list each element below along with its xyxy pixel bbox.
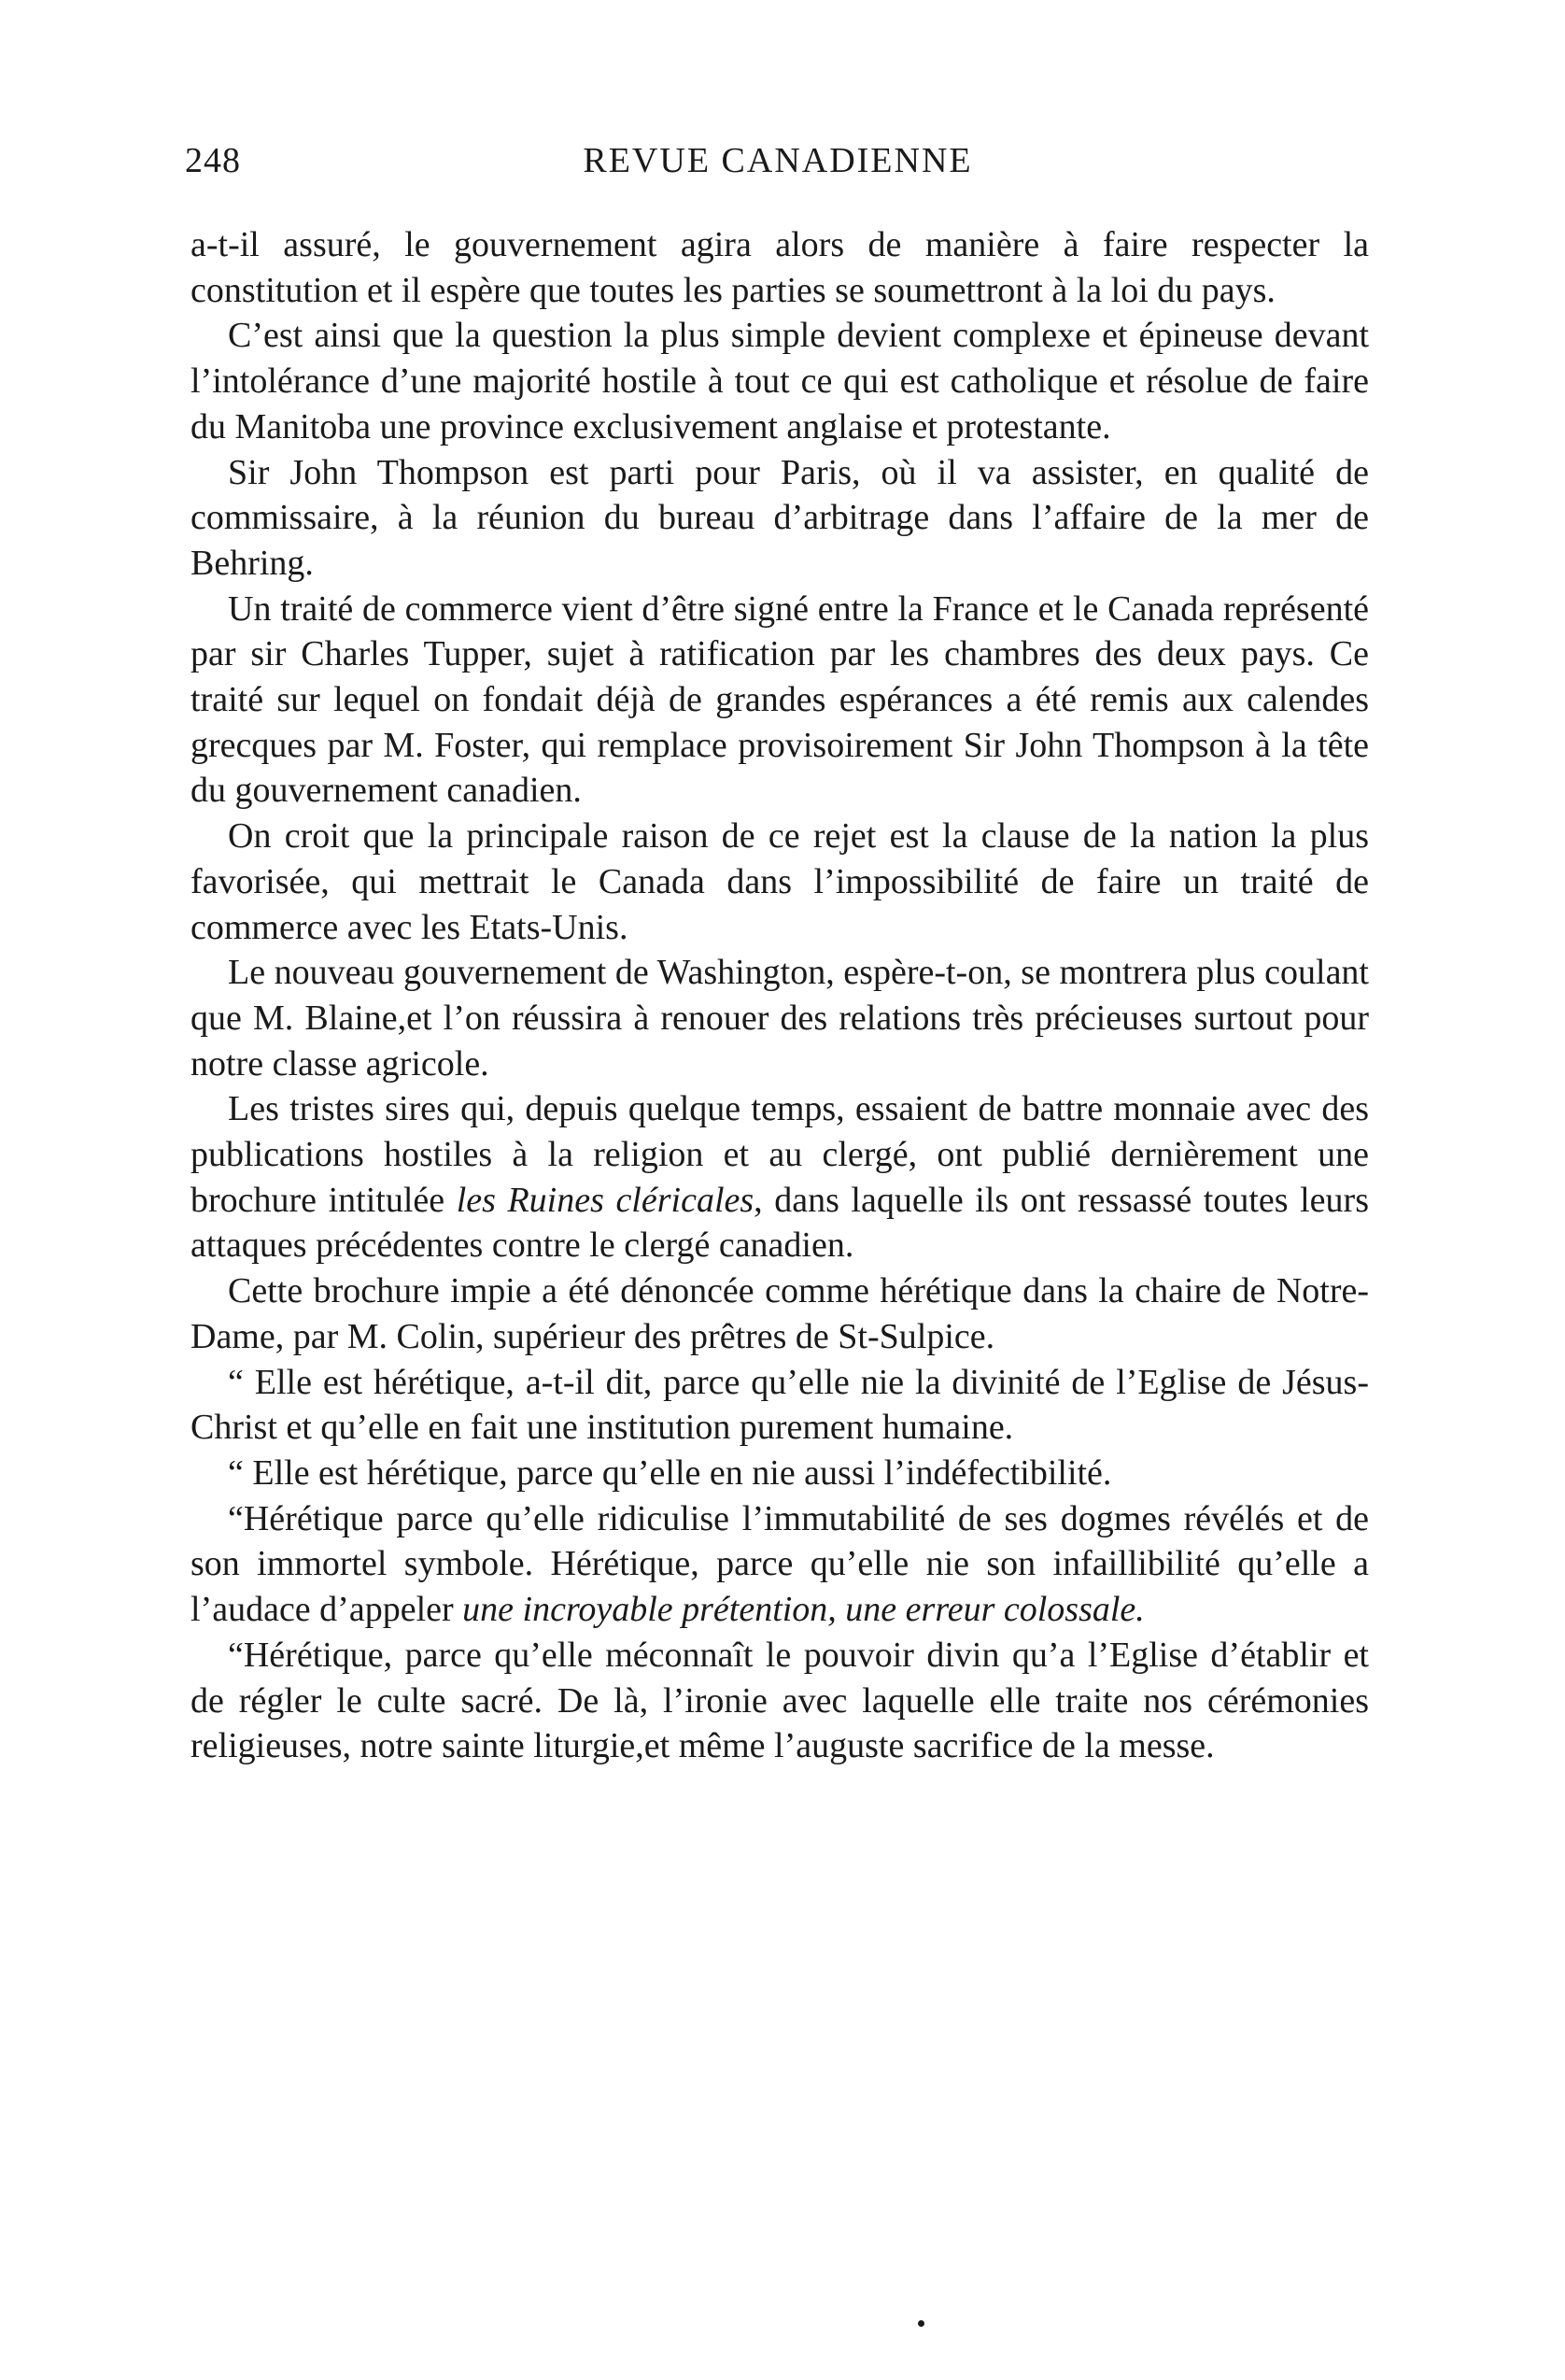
paragraph: Cette brochure impie a été dénoncée comme hérétique dans la chaire de Notre-Dame, par M. Colin, supérieur des prêtres de St-Sulpice. — [190, 1271, 1369, 1356]
page-number: 248 — [185, 141, 241, 180]
running-title: REVUE CANADIENNE — [583, 141, 973, 180]
paragraph: Le nouveau gouvernement de Washington, espère-t-on, se montrera plus coulant que M. Blaine,et l’on réussira à renouer des relations très précieuses surtout pour notre classe agricole. — [190, 953, 1369, 1084]
paragraph: “ Elle est hérétique, a-t-il dit, parce qu’elle nie la divinité de l’Eglise de Jésus-Christ et qu’elle en fait une institution purement humaine. — [190, 1362, 1369, 1448]
italic-quote: une incroyable prétention, une erreur colossale. — [462, 1590, 1145, 1630]
italic-title: les Ruines cléricales — [456, 1180, 754, 1220]
ink-speck — [918, 2320, 924, 2327]
paragraph: On croit que la principale raison de ce rejet est la clause de la nation la plus favorisée, qui mettrait le Canada dans l’impossibilité de faire un traité de commerce avec les Etats-Unis. — [190, 816, 1369, 947]
body-text — [190, 222, 1369, 1769]
paragraph — [190, 1086, 1369, 1268]
paragraph: “ Elle est hérétique, parce qu’elle en nie aussi l’indéfectibilité. — [228, 1452, 1112, 1493]
paragraph-text: “Hérétique parce qu’elle ridiculise l’immutabilité de ses dogmes révélés et de son immortel symbole. Hérétique, parce qu’elle nie son infaillibilité qu’elle a l’audace d’appeler — [190, 1498, 1369, 1630]
paragraph: Sir John Thompson est parti pour Paris, où il va assister, en qualité de commissaire, à la réunion du bureau d’arbitrage dans l’affaire de la mer de Behring. — [190, 452, 1369, 583]
paragraph-text: , dans laquelle ils ont ressassé toutes leurs attaques précédentes contre le clergé canadien. — [190, 1180, 1369, 1266]
paragraph: Un traité de commerce vient d’être signé entre la France et le Canada représenté par sir Charles Tupper, sujet à ratification par les chambres des deux pays. Ce traité sur lequel on fondait déjà de grandes espérances a été remis aux calendes grecques par M. Foster, qui remplace provisoirement Sir John Thompson à la tête du gouvernement canadien. — [190, 588, 1369, 811]
paragraph — [190, 1496, 1369, 1633]
paragraph: a-t-il assuré, le gouvernement agira alors de manière à faire respecter la constitution et il espère que toutes les parties se soumettront à la loi du pays. — [190, 225, 1369, 310]
page-header — [185, 140, 1371, 196]
paragraph: C’est ainsi que la question la plus simple devient complexe et épineuse devant l’intolérance d’une majorité hostile à tout ce qui est catholique et résolue de faire du Manitoba une province exclusivement anglaise et protestante. — [190, 316, 1369, 446]
paragraph: “Hérétique, parce qu’elle méconnaît le pouvoir divin qu’a l’Eglise d’établir et de régler le culte sacré. De là, l’ironie avec laquelle elle traite nos cérémonies religieuses, notre sainte liturgie,et même l’auguste sacrifice de la messe. — [190, 1635, 1369, 1766]
paragraph-text: Les tristes sires qui, depuis quelque temps, essaient de battre monnaie avec des publications hostiles à la religion et au clergé, ont publié dernièrement une brochure intitulée — [190, 1089, 1369, 1220]
